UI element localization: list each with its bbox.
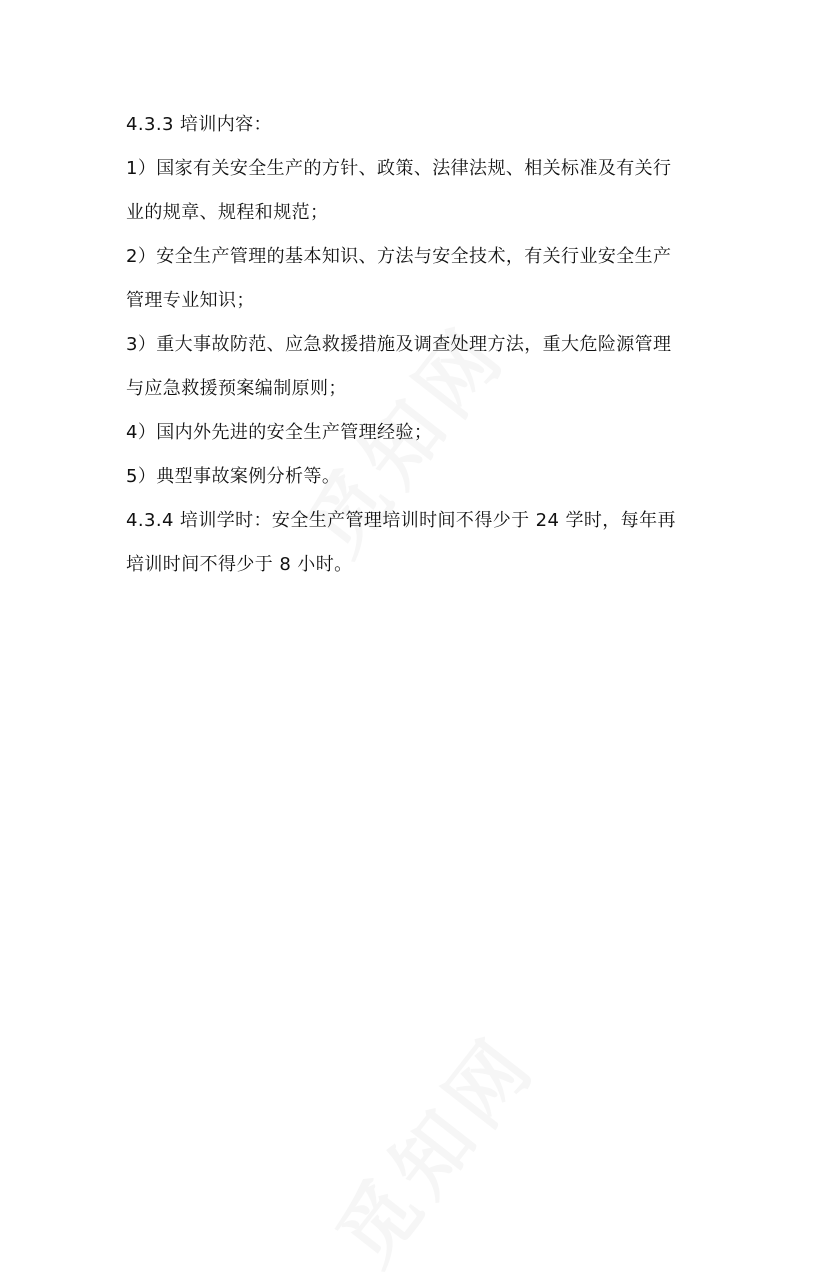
list-item-5: 5）典型事故案例分析等。 bbox=[126, 466, 341, 487]
list-item-2-line-1: 2）安全生产管理的基本知识、方法与安全技术，有关行业安全生产 bbox=[126, 246, 672, 267]
list-item-2-line-2: 管理专业知识； bbox=[126, 290, 255, 311]
list-item-4: 4）国内外先进的安全生产管理经验； bbox=[126, 422, 433, 443]
list-item-3-line-1: 3）重大事故防范、应急救援措施及调查处理方法，重大危险源管理 bbox=[126, 334, 672, 355]
list-item-1-line-2: 业的规章、规程和规范； bbox=[126, 202, 329, 223]
section-heading-4-3-4-line-2: 培训时间不得少于 8 小时。 bbox=[126, 554, 353, 575]
section-heading-4-3-3: 4.3.3 培训内容： bbox=[126, 114, 272, 135]
watermark bbox=[307, 1007, 558, 1284]
list-item-3-line-2: 与应急救援预案编制原则； bbox=[126, 378, 347, 399]
list-item-1-line-1: 1）国家有关安全生产的方针、政策、法律法规、相关标准及有关行 bbox=[126, 158, 672, 179]
section-heading-4-3-4-line-1: 4.3.4 培训学时：安全生产管理培训时间不得少于 24 学时，每年再 bbox=[126, 510, 676, 531]
